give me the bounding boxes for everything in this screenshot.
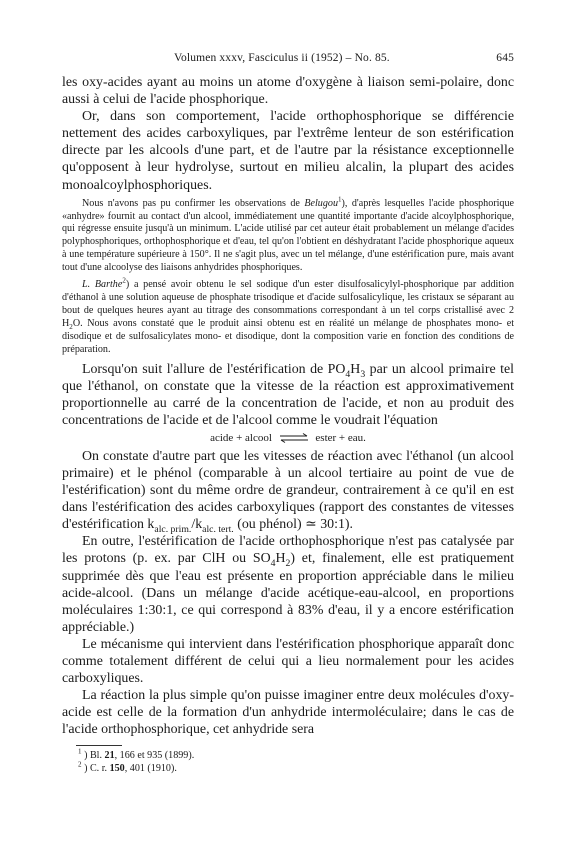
footnote-volume: 21 — [104, 749, 115, 761]
footnote-text: ) C. r. — [84, 762, 110, 774]
small-print-paragraph — [62, 195, 515, 275]
page-body — [62, 74, 514, 775]
paragraph: La réaction la plus simple qu'on puisse imaginer entre deux molécules d'oxy-acide est celle de la formation d'un anhydride intermoléculaire; dans le cas de l'acide orthophosphorique, cet anhydride sera — [62, 688, 514, 738]
author-name: Belugou — [304, 197, 338, 209]
paragraph-text: On constate d'autre part que les vitesses de réaction avec l'éthanol (un alcool primaire) et le phénol (comparable à un alcool tertiaire au point de vue de l'estérification) sont du même ordre de grandeur, contrairement à ce qu'il en est dans l'estérification des acides carboxyliques (rapport des constantes de vitesses d'estérification k — [62, 448, 514, 533]
page-number: 645 — [496, 52, 514, 64]
footnote — [78, 762, 514, 775]
footnote — [78, 749, 514, 762]
running-header — [62, 52, 514, 64]
paragraph-text: (ou phénol) ≃ 30:1). — [233, 517, 354, 533]
subscript: alc. tert. — [202, 524, 234, 536]
paragraph-text: ) et, finalement, elle est pratiquement supprimée dès que l'eau est présente en proportion appréciable dans le milieu acide-alcool. (Dans un mélange d'acide acétique-eau-alcool, en proportions moléculaires 1:30:1, ce qui correspond à 83% d'eau, il y a encore estérification appréciable.) — [62, 551, 514, 635]
footnote-marker: 1 — [78, 747, 82, 756]
footnote-ref: 2 — [122, 276, 126, 285]
note-text: Nous n'avons pas pu confirmer les observations de — [82, 197, 305, 209]
footnote-divider — [76, 745, 122, 746]
journal-title: Volumen xxxv, Fasciculus ii (1952) – No. 85. — [174, 52, 390, 64]
subscript: 4 — [345, 368, 351, 380]
subscript: alc. prim. — [154, 524, 192, 536]
note-text: ) a pensé avoir obtenu le sel sodique d'un ester disulfosalicylyl-phosphorique par addition d'éthanol à une solution aqueuse de phosphate trisodique et d'acide sulfosalicylique, les cristaux se séparant au bout de quelques heures ayant au titrage des consommations correspondant à un tel corps cristallisé avec 2 H — [62, 279, 514, 329]
paragraph-text: En outre, l'estérification de l'acide orthophosphorique n'est pas catalysée par les protons (p. ex. par ClH ou SO — [62, 534, 514, 567]
paragraph-text: Lorsqu'on suit l'allure de l'estérification de PO — [82, 361, 346, 377]
note-text: ), d'après lesquelles l'acide phosphorique «anhydre» fournit au contact d'un alcool, immédiatement une quantité importante d'acide alcoylphosphorique, qui régresse ensuite jusqu'à un minimum. L'acide utilisé par cet auteur était probablement un mélange d'acides polyphosphoriques, orthophosphorique et d'eau, tel qu'on l'obtient en déshydratant l'acide phosphorique aqueux à une température supérieure à 150°. Il ne s'agit plus, avec un tel mélange, d'une estérification pure, mais avant tout d'une alcoolyse des liaisons anhydrides phosphoriques. — [62, 197, 515, 274]
author-name: L. Barthe — [82, 279, 123, 291]
paragraph-text: H — [350, 361, 361, 377]
footnote-marker: 2 — [78, 760, 82, 769]
paragraph: les oxy-acides ayant au moins un atome d'oxygène à liaison semi-polaire, donc aussi à celui de l'acide phosphorique. — [62, 75, 514, 108]
paragraph — [62, 448, 514, 536]
footnote-volume: 150 — [109, 762, 125, 774]
paragraph-text: /k — [191, 517, 203, 533]
equilibrium-arrows-icon — [279, 433, 309, 443]
equation-right: ester + eau. — [315, 431, 366, 444]
subscript: 2 — [69, 322, 73, 331]
equation — [62, 432, 514, 444]
paragraph — [62, 361, 514, 429]
paragraph: Or, dans son comportement, l'acide orthophosphorique se différencie nettement des acides carboxyliques, par l'extrême lenteur de son estérification directe par les alcools d'une part, et de l'autre par la résistance exceptionnelle qu'opposent à leur hydrolyse, surtout en milieu alcalin, la plupart des acides monoalcoylphosphoriques. — [62, 109, 514, 193]
subscript: 3 — [360, 368, 366, 380]
footnote-text: ) Bl. — [84, 749, 105, 761]
paragraph-text: H — [275, 551, 286, 567]
subscript: 2 — [285, 558, 291, 570]
footnote-text: , 166 et 935 (1899). — [114, 749, 195, 761]
paragraph — [62, 533, 514, 636]
footnote-text: , 401 (1910). — [124, 762, 177, 774]
footnote-ref: 1 — [338, 195, 342, 204]
subscript: 4 — [270, 558, 276, 570]
equation-left: acide + alcool — [210, 431, 272, 444]
note-text: O. Nous avons constaté que le produit ainsi obtenu est en réalité un mélange de phosphates mono- et disodique et de sulfosalicylates mono- et disodique, dont la composition varie en fonction des conditions de préparation. — [62, 317, 514, 355]
small-print-paragraph — [62, 276, 514, 356]
paragraph-text: par un alcool primaire tel que l'éthanol, on constate que la vitesse de la réaction est approximativement proportionnelle au carré de la concentration de l'acide, et non au produit des concentrations de l'acide et de l'alcool comme le voudrait l'équation — [62, 361, 514, 428]
paragraph: Le mécanisme qui intervient dans l'estérification phosphorique apparaît donc comme totalement différent de celui qui a lieu normalement pour les acides carboxyliques. — [62, 636, 514, 687]
